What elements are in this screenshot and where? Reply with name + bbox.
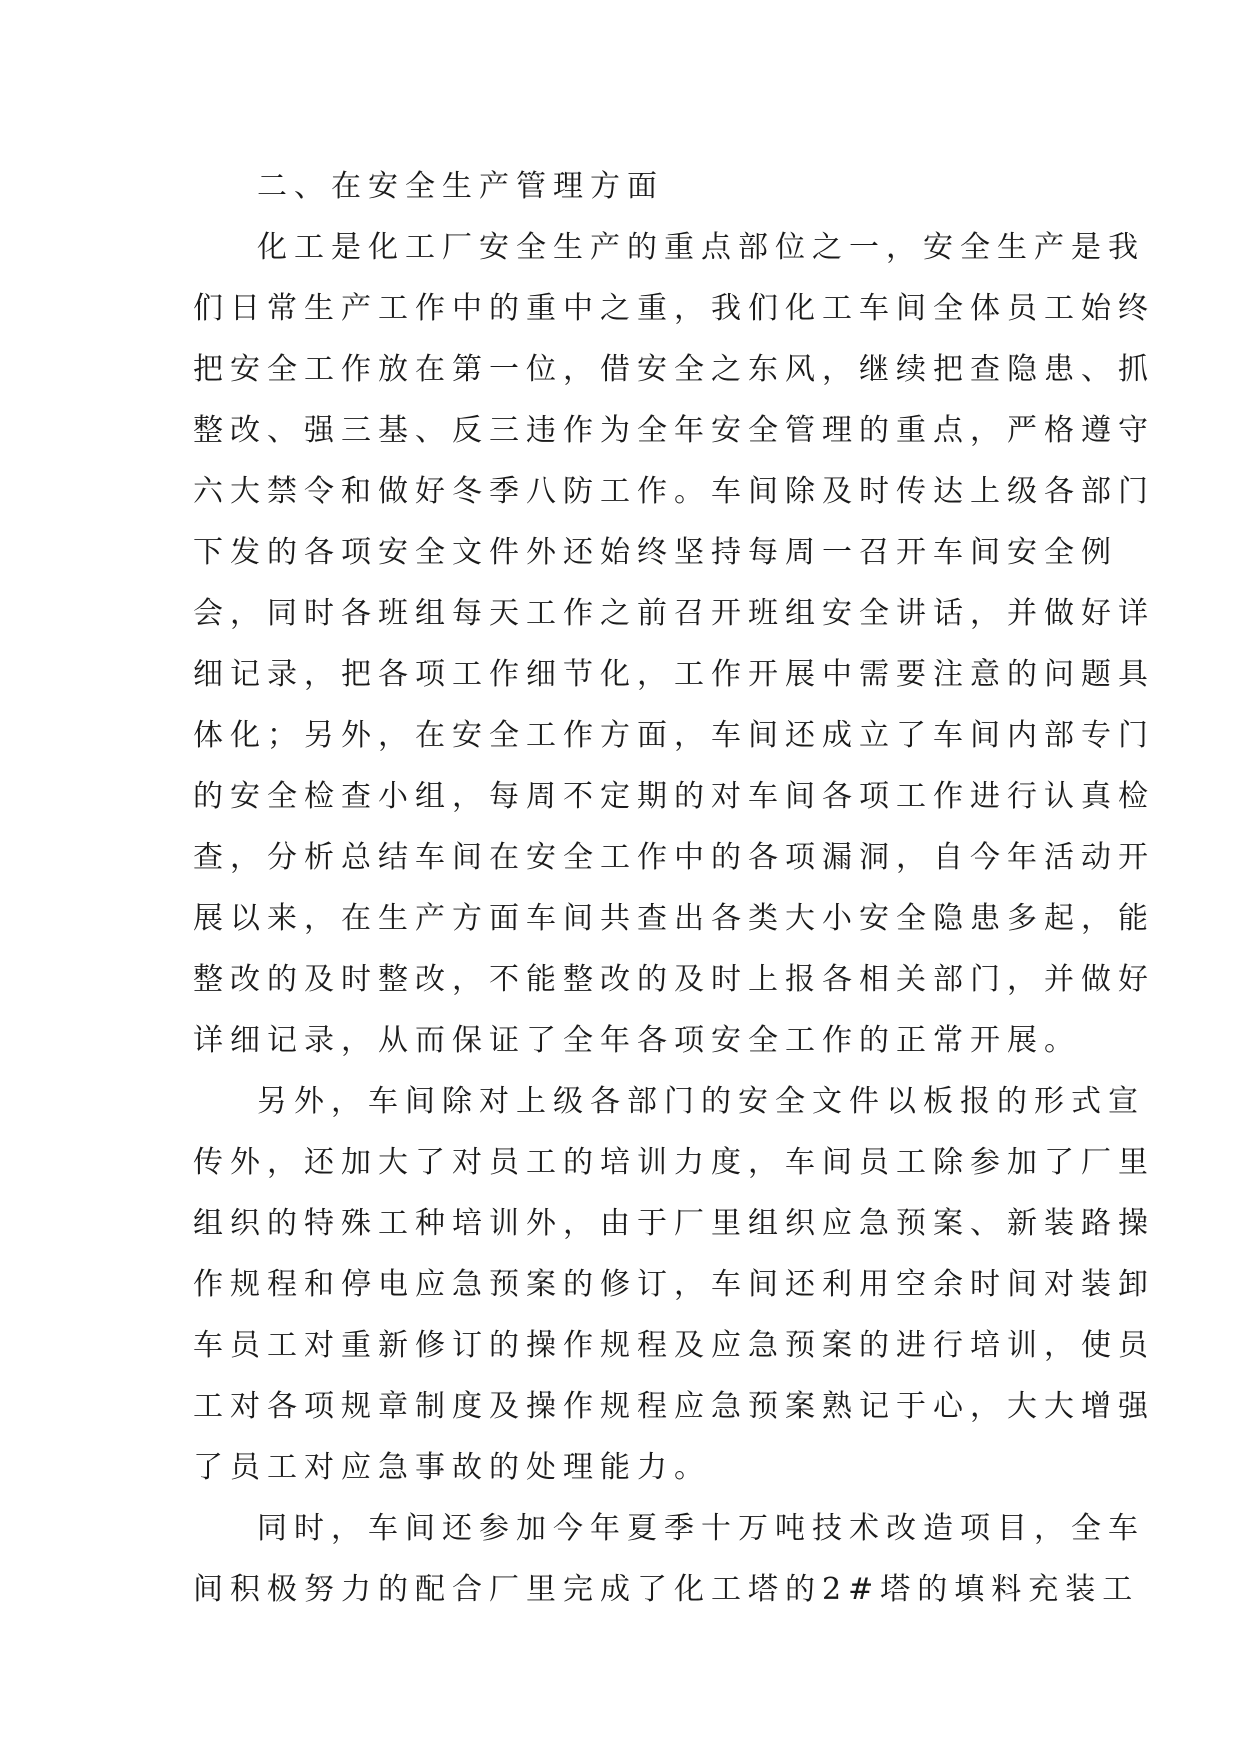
paragraph-line: 间积极努力的配合厂里完成了化工塔的2#塔的填料充装工 — [193, 1571, 1140, 1607]
paragraph-1 — [193, 217, 1155, 1071]
paragraph-2 — [193, 1071, 1155, 1498]
document-body — [193, 156, 1155, 1620]
paragraph-line: 详细记录，从而保证了全年各项安全工作的正常开展。 — [193, 1022, 1081, 1058]
paragraph-line: 传外，还加大了对员工的培训力度，车间员工除参加了厂里 — [193, 1144, 1155, 1180]
paragraph-line: 体化；另外，在安全工作方面，车间还成立了车间内部专门 — [193, 717, 1155, 753]
paragraph-line: 组织的特殊工种培训外，由于厂里组织应急预案、新装路操 — [193, 1205, 1155, 1241]
paragraph-line: 同时，车间还参加今年夏季十万吨技术改造项目，全车 — [257, 1510, 1145, 1546]
paragraph-3 — [193, 1498, 1145, 1620]
paragraph-line: 另外，车间除对上级各部门的安全文件以板报的形式宣 — [257, 1083, 1145, 1119]
paragraph-line: 工对各项规章制度及操作规程应急预案熟记于心，大大增强 — [193, 1388, 1155, 1424]
paragraph-line: 把安全工作放在第一位，借安全之东风，继续把查隐患、抓 — [193, 351, 1155, 387]
paragraph-line: 的安全检查小组，每周不定期的对车间各项工作进行认真检 — [193, 778, 1155, 814]
paragraph-line: 细记录，把各项工作细节化，工作开展中需要注意的问题具 — [193, 656, 1155, 692]
paragraph-line: 车员工对重新修订的操作规程及应急预案的进行培训，使员 — [193, 1327, 1155, 1363]
paragraph-line: 查，分析总结车间在安全工作中的各项漏洞，自今年活动开 — [193, 839, 1155, 875]
paragraph-line: 化工是化工厂安全生产的重点部位之一，安全生产是我 — [257, 229, 1145, 265]
paragraph-line: 们日常生产工作中的重中之重，我们化工车间全体员工始终 — [193, 290, 1155, 326]
section-heading: 二、在安全生产管理方面 — [257, 168, 664, 204]
paragraph-line: 展以来，在生产方面车间共查出各类大小安全隐患多起，能 — [193, 900, 1155, 936]
paragraph-line: 整改、强三基、反三违作为全年安全管理的重点，严格遵守 — [193, 412, 1155, 448]
paragraph-line: 了员工对应急事故的处理能力。 — [193, 1449, 711, 1485]
paragraph-line: 作规程和停电应急预案的修订，车间还利用空余时间对装卸 — [193, 1266, 1155, 1302]
paragraph-line: 整改的及时整改，不能整改的及时上报各相关部门，并做好 — [193, 961, 1155, 997]
paragraph-line: 下发的各项安全文件外还始终坚持每周一召开车间安全例 — [193, 534, 1118, 570]
paragraph-line: 六大禁令和做好冬季八防工作。车间除及时传达上级各部门 — [193, 473, 1155, 509]
paragraph-line: 会，同时各班组每天工作之前召开班组安全讲话，并做好详 — [193, 595, 1155, 631]
